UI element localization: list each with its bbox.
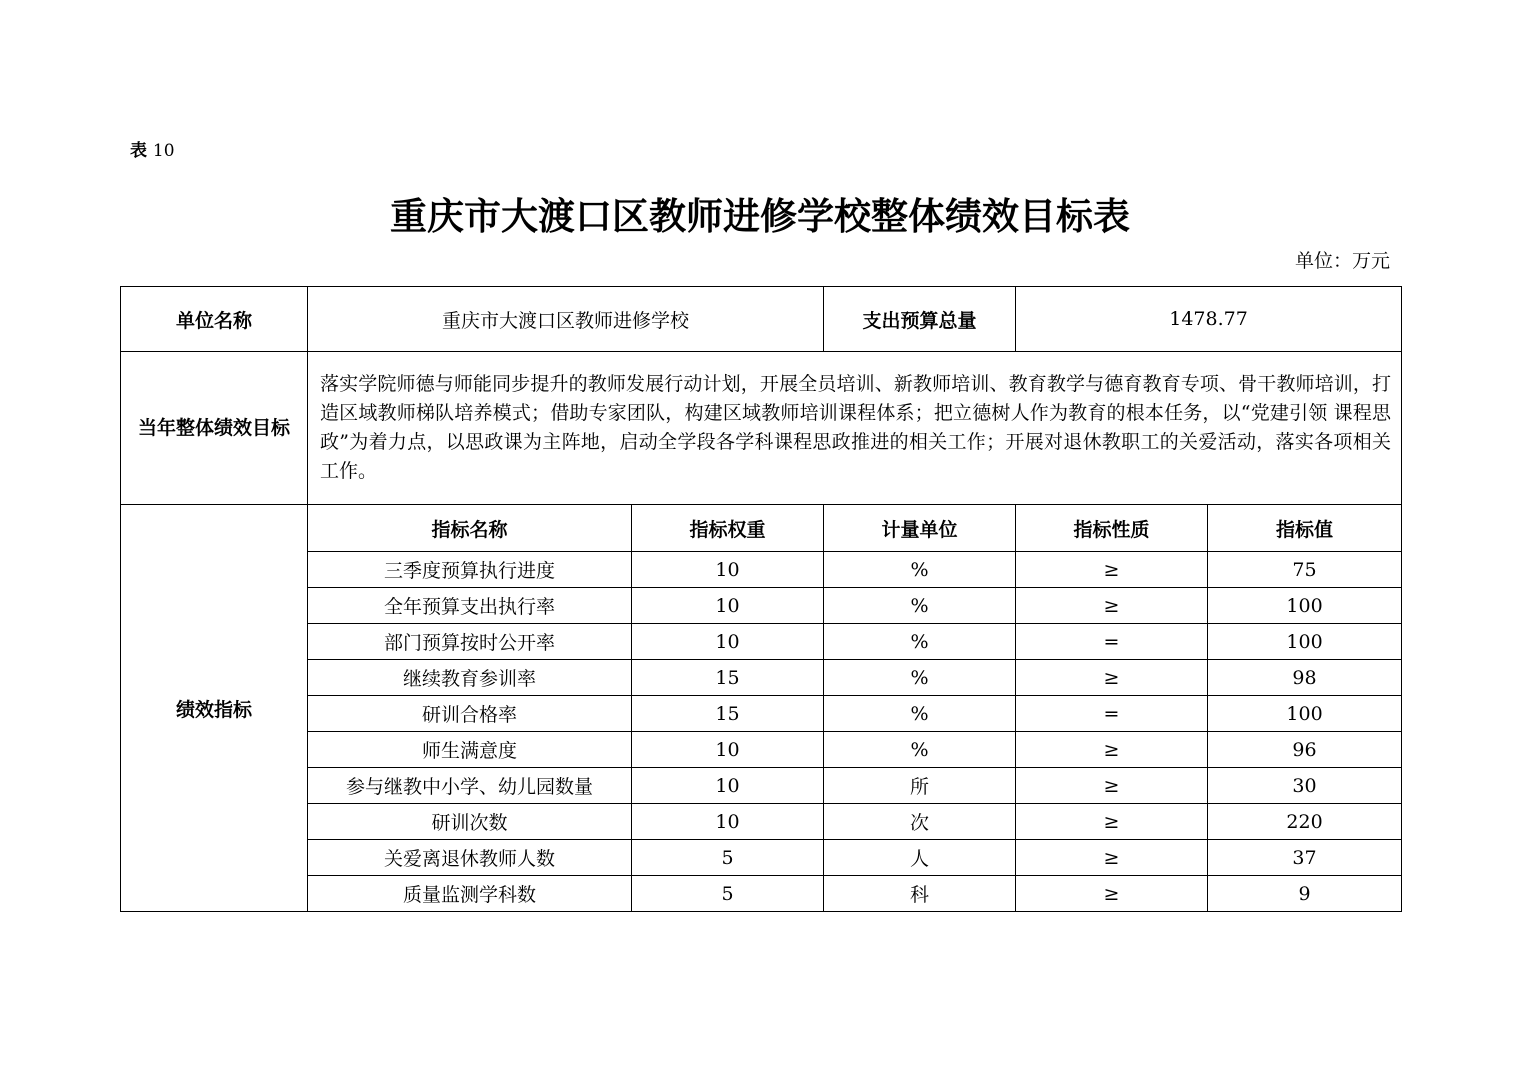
indicator-nature: ≥ bbox=[1016, 804, 1208, 840]
unit-name-label: 单位名称 bbox=[121, 287, 308, 352]
indicator-name: 全年预算支出执行率 bbox=[308, 588, 632, 624]
budget-label: 支出预算总量 bbox=[824, 287, 1016, 352]
indicator-weight: 10 bbox=[632, 768, 824, 804]
table-row bbox=[121, 552, 1402, 588]
indicator-name: 研训次数 bbox=[308, 804, 632, 840]
indicator-value: 96 bbox=[1208, 732, 1402, 768]
indicator-value: 75 bbox=[1208, 552, 1402, 588]
indicator-nature: ≥ bbox=[1016, 768, 1208, 804]
performance-table bbox=[120, 286, 1402, 912]
indicator-nature: = bbox=[1016, 624, 1208, 660]
indicator-weight: 15 bbox=[632, 696, 824, 732]
goal-row bbox=[121, 352, 1402, 505]
table-row bbox=[121, 660, 1402, 696]
table-row bbox=[121, 804, 1402, 840]
indicator-header-row bbox=[121, 505, 1402, 552]
unit-name-value: 重庆市大渡口区教师进修学校 bbox=[308, 287, 824, 352]
indicator-name: 关爱离退休教师人数 bbox=[308, 840, 632, 876]
table-row bbox=[121, 588, 1402, 624]
indicator-section-label: 绩效指标 bbox=[121, 505, 308, 912]
indicator-value: 100 bbox=[1208, 624, 1402, 660]
table-row bbox=[121, 624, 1402, 660]
indicator-unit: % bbox=[824, 696, 1016, 732]
indicator-unit: % bbox=[824, 624, 1016, 660]
indicator-value: 37 bbox=[1208, 840, 1402, 876]
indicator-weight: 10 bbox=[632, 624, 824, 660]
unit-note: 单位：万元 bbox=[1294, 250, 1390, 272]
indicator-name: 部门预算按时公开率 bbox=[308, 624, 632, 660]
table-row bbox=[121, 876, 1402, 912]
column-header-nature: 指标性质 bbox=[1016, 505, 1208, 552]
goal-text: 落实学院师德与师能同步提升的教师发展行动计划，开展全员培训、新教师培训、教育教学与德育教育专项、骨干教师培训，打造区域教师梯队培养模式；借助专家团队，构建区域教师培训课程体系；把立德树人作为教育的根本任务，以“党建引领 课程思政”为着力点，以思政课为主阵地，启动全学段各学科课程思政推进的相关工作；开展对退休教职工的关爱活动，落实各项相关工作。 bbox=[308, 352, 1402, 505]
indicator-value: 98 bbox=[1208, 660, 1402, 696]
column-header-value: 指标值 bbox=[1208, 505, 1402, 552]
indicator-nature: ≥ bbox=[1016, 588, 1208, 624]
indicator-value: 30 bbox=[1208, 768, 1402, 804]
indicator-nature: ≥ bbox=[1016, 732, 1208, 768]
indicator-weight: 10 bbox=[632, 552, 824, 588]
indicator-weight: 5 bbox=[632, 840, 824, 876]
indicator-unit: % bbox=[824, 552, 1016, 588]
indicator-unit: % bbox=[824, 588, 1016, 624]
indicator-nature: ≥ bbox=[1016, 876, 1208, 912]
indicator-unit: 人 bbox=[824, 840, 1016, 876]
indicator-name: 继续教育参训率 bbox=[308, 660, 632, 696]
indicator-name: 三季度预算执行进度 bbox=[308, 552, 632, 588]
column-header-weight: 指标权重 bbox=[632, 505, 824, 552]
goal-label: 当年整体绩效目标 bbox=[121, 352, 308, 505]
table-number-label: 表 bbox=[130, 141, 147, 161]
indicator-value: 9 bbox=[1208, 876, 1402, 912]
indicator-value: 220 bbox=[1208, 804, 1402, 840]
page-title: 重庆市大渡口区教师进修学校整体绩效目标表 bbox=[390, 195, 1130, 238]
header-row bbox=[121, 287, 1402, 352]
indicator-weight: 10 bbox=[632, 588, 824, 624]
table-number bbox=[130, 136, 175, 161]
indicator-weight: 10 bbox=[632, 804, 824, 840]
indicator-nature: ≥ bbox=[1016, 840, 1208, 876]
column-header-name: 指标名称 bbox=[308, 505, 632, 552]
indicator-unit: % bbox=[824, 732, 1016, 768]
indicator-nature: ≥ bbox=[1016, 552, 1208, 588]
indicator-unit: 所 bbox=[824, 768, 1016, 804]
indicator-name: 参与继教中小学、幼儿园数量 bbox=[308, 768, 632, 804]
indicator-nature: = bbox=[1016, 696, 1208, 732]
indicator-weight: 5 bbox=[632, 876, 824, 912]
indicator-unit: 科 bbox=[824, 876, 1016, 912]
table-row bbox=[121, 732, 1402, 768]
indicator-unit: % bbox=[824, 660, 1016, 696]
indicator-nature: ≥ bbox=[1016, 660, 1208, 696]
table-row bbox=[121, 696, 1402, 732]
table-row bbox=[121, 768, 1402, 804]
column-header-unit: 计量单位 bbox=[824, 505, 1016, 552]
indicator-name: 师生满意度 bbox=[308, 732, 632, 768]
indicator-unit: 次 bbox=[824, 804, 1016, 840]
indicator-value: 100 bbox=[1208, 588, 1402, 624]
indicator-name: 质量监测学科数 bbox=[308, 876, 632, 912]
table-number-value: 10 bbox=[152, 141, 175, 161]
indicator-weight: 15 bbox=[632, 660, 824, 696]
indicator-name: 研训合格率 bbox=[308, 696, 632, 732]
indicator-weight: 10 bbox=[632, 732, 824, 768]
budget-value: 1478.77 bbox=[1016, 287, 1402, 352]
table-row bbox=[121, 840, 1402, 876]
indicator-value: 100 bbox=[1208, 696, 1402, 732]
